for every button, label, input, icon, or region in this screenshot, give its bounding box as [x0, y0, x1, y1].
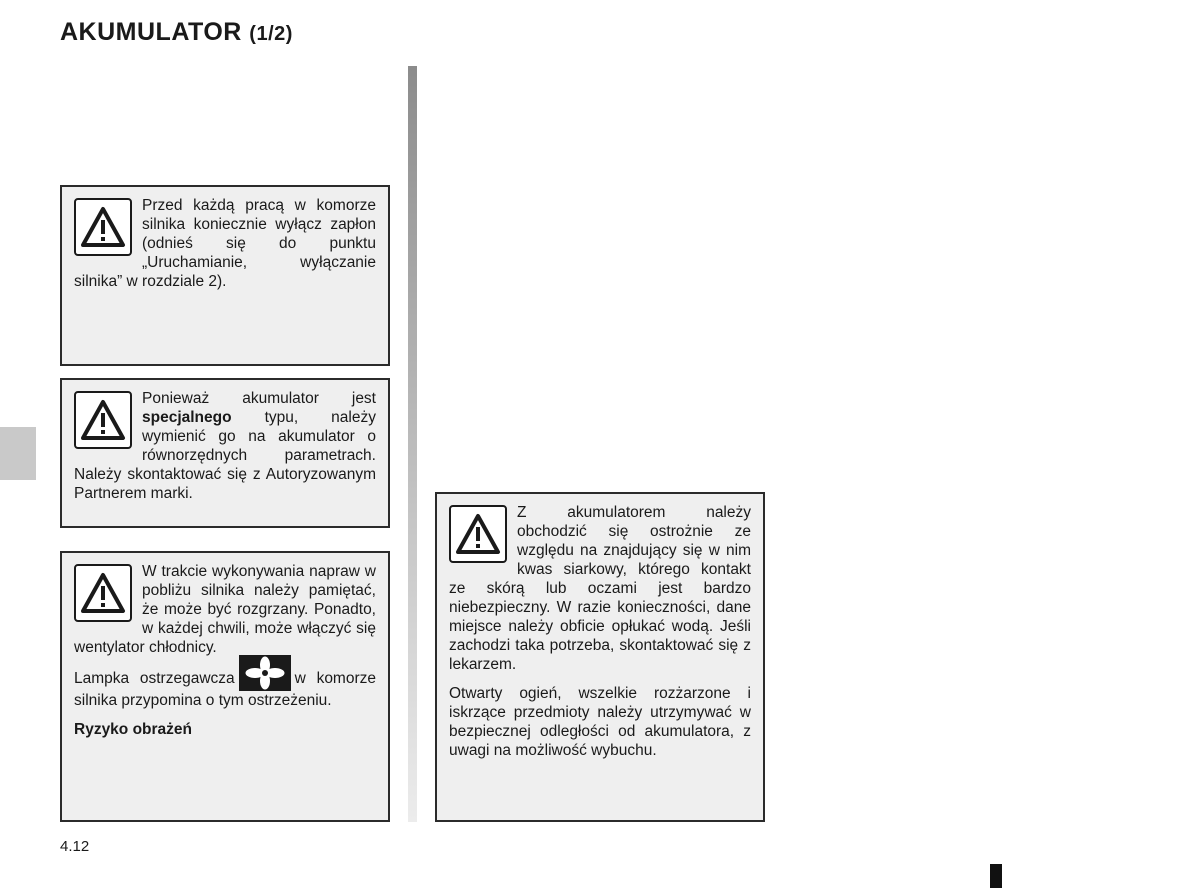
warning-text: W trakcie wykonywania napraw w pobliżu silnika należy pamiętać, że może być rozgrzany. Ponadto, w każdej chwili, może włączyć się wentylator chłodnicy.	[74, 563, 376, 656]
warning-lamp-text-start: Lampka ostrzegawcza	[74, 670, 235, 688]
warning-box-cooling-fan	[60, 551, 390, 822]
injury-risk-label: Ryzyko obrażeń	[74, 721, 193, 738]
warning-triangle-icon	[74, 198, 132, 256]
warning-lamp-text	[74, 667, 376, 710]
warning-box-acid	[435, 492, 765, 822]
warning-box-ignition	[60, 185, 390, 366]
warning-text: Przed każdą pracą w komorze silnika koniecznie wyłącz zapłon (odnieś się do punktu „Uruchamianie, wyłączanie silnika” w rozdziale 2).	[74, 197, 376, 290]
column-divider	[408, 66, 417, 822]
warning-triangle-icon	[74, 391, 132, 449]
warning-text-emphasis: specjalnego	[142, 409, 232, 426]
page-corner-mark	[990, 864, 1002, 888]
warning-text-start: Ponieważ akumulator jest	[142, 390, 376, 407]
warning-lamp-text-end: w komorze silnika przypomina o tym ostrzeżeniu.	[74, 670, 376, 709]
warning-text-end: typu, należy wymienić go na akumulator o równorzędnych parametrach. Należy skontaktować się z Autoryzowanym Partnerem marki.	[74, 409, 376, 502]
warning-box-battery-type	[60, 378, 390, 528]
cooling-fan-icon	[239, 655, 291, 691]
chapter-tab	[0, 427, 36, 480]
page-title-part: (1/2)	[249, 23, 293, 45]
page-number: 4.12	[60, 838, 90, 855]
page-title	[60, 18, 293, 47]
page-title-text: AKUMULATOR	[60, 18, 242, 46]
warning-text: Z akumulatorem należy obchodzić się ostrożnie ze względu na znajdujący się w nim kwas siarkowy, którego kontakt ze skórą lub oczami jest bardzo niebezpieczny. W razie konieczności, dane miejsce należy obficie opłukać wodą. Jeśli zachodzi taka potrzeba, skontaktować się z lekarzem.	[449, 504, 751, 673]
warning-triangle-icon	[74, 564, 132, 622]
warning-text-fire: Otwarty ogień, wszelkie rozżarzone i iskrzące przedmioty należy utrzymywać w bezpiecznej odległości od akumulatora, z uwagi na możliwość wybuchu.	[449, 685, 751, 759]
warning-triangle-icon	[449, 505, 507, 563]
